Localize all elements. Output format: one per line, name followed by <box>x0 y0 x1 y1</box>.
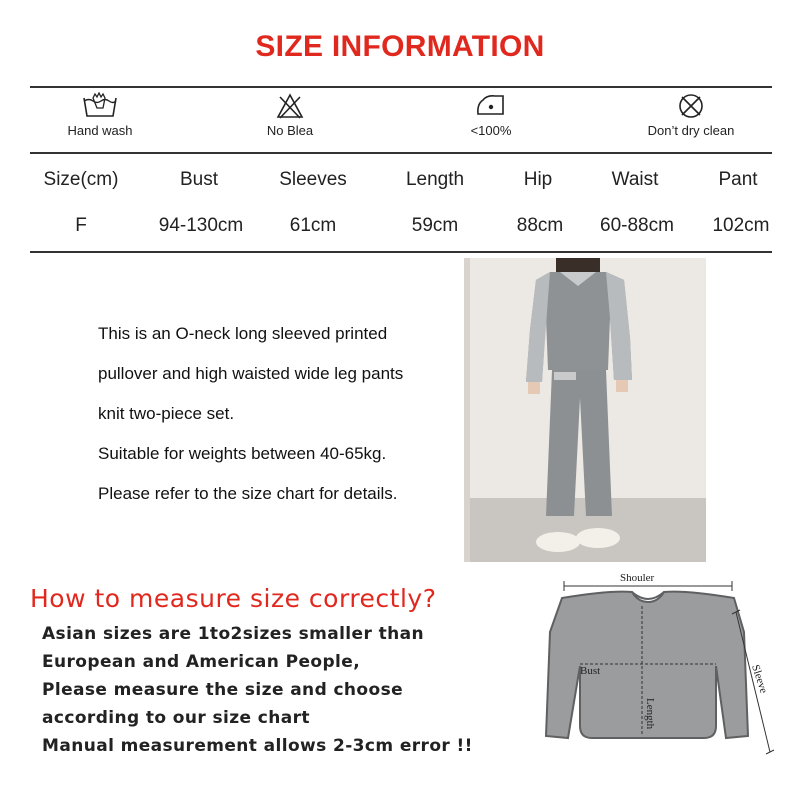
hip-cell: 88cm <box>516 215 564 236</box>
pant-cell: 102cm <box>712 215 770 236</box>
description-line: pullover and high waisted wide leg pants <box>98 364 404 383</box>
size-table-header-row <box>30 169 772 199</box>
pant-header: Pant <box>718 169 758 190</box>
measure-line: according to our size chart <box>42 708 310 728</box>
measure-title: How to measure size correctly? <box>30 584 437 613</box>
sleeves-header: Sleeves <box>279 169 347 190</box>
divider-care <box>30 152 772 154</box>
measure-line: Asian sizes are 1to2sizes smaller than <box>42 624 424 644</box>
care-label: Hand wash <box>67 123 133 138</box>
care-no-bleach <box>215 92 365 138</box>
hand-wash-icon <box>81 92 119 120</box>
no-dry-clean-icon <box>676 92 706 120</box>
waist-header: Waist <box>611 169 659 190</box>
waist-cell: 60-88cm <box>600 215 674 236</box>
description-line: Please refer to the size chart for details. <box>98 484 398 503</box>
shoulder-label: Shouler <box>620 572 655 584</box>
care-label: Don’t dry clean <box>647 123 735 138</box>
no-bleach-icon <box>275 92 305 120</box>
description-line: This is an O-neck long sleeved printed <box>98 324 388 343</box>
size-header: Size(cm) <box>43 169 119 190</box>
page-title: SIZE INFORMATION <box>255 30 545 63</box>
measure-line: Manual measurement allows 2-3cm error !! <box>42 736 473 756</box>
measurement-diagram <box>520 566 795 781</box>
bust-header: Bust <box>179 169 219 190</box>
sweater-diagram <box>520 566 795 781</box>
care-iron <box>416 92 566 138</box>
care-no-dry-clean <box>616 92 766 138</box>
size-table-row <box>30 215 772 245</box>
description-line: Suitable for weights between 40-65kg. <box>98 444 387 463</box>
description-line: knit two-piece set. <box>98 404 235 423</box>
divider-table <box>30 251 772 253</box>
measure-line: Please measure the size and choose <box>42 680 404 700</box>
length-header: Length <box>405 169 465 190</box>
measure-line: European and American People, <box>42 652 361 672</box>
care-label: No Blea <box>266 123 314 138</box>
length-label: Length <box>644 698 656 730</box>
iron-icon <box>473 92 509 120</box>
model-illustration <box>464 258 706 562</box>
care-label: <100% <box>470 123 512 138</box>
bust-label: Bust <box>580 665 601 677</box>
sleeve-label: Sleeve <box>749 663 770 695</box>
length-cell: 59cm <box>411 215 459 236</box>
divider-top <box>30 86 772 88</box>
care-hand-wash <box>25 92 175 138</box>
hip-header: Hip <box>523 169 553 190</box>
care-instructions <box>30 92 772 148</box>
sleeves-cell: 61cm <box>289 215 337 236</box>
product-photo <box>464 258 706 562</box>
size-cell: F <box>75 215 87 236</box>
bust-cell: 94-130cm <box>158 215 244 236</box>
